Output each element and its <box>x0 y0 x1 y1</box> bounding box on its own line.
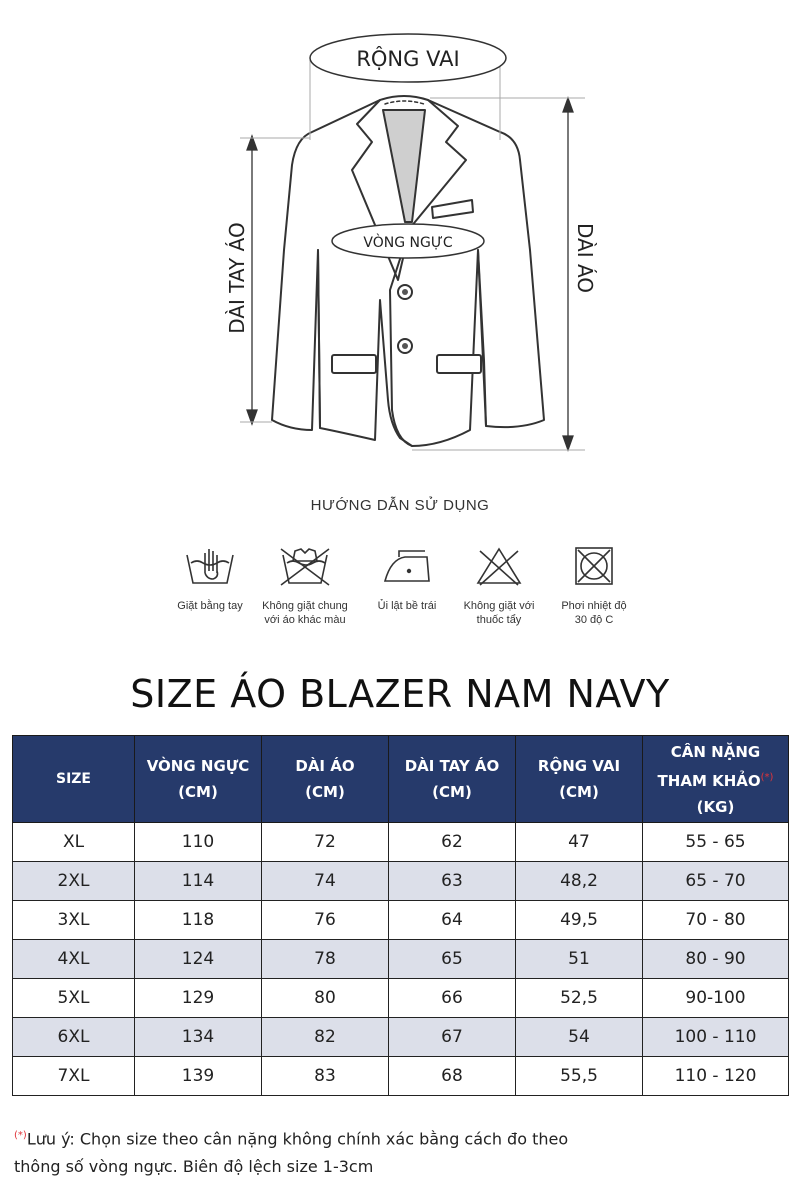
care-item-hand-wash <box>155 545 265 613</box>
no-mixed-wash-icon <box>277 545 333 587</box>
care-label-line1: Ủi lật bề trái <box>377 600 437 612</box>
size-note <box>14 1122 714 1181</box>
cell-weight: 80 - 90 <box>643 940 789 979</box>
cell-weight: 110 - 120 <box>643 1057 789 1096</box>
cell-sleeve: 63 <box>389 862 516 901</box>
table-row <box>13 862 789 901</box>
table-row <box>13 979 789 1018</box>
iron-inside-out-icon <box>381 545 433 587</box>
cell-size: 2XL <box>13 862 135 901</box>
header-sleeve: DÀI TAY ÁO (CM) <box>389 736 516 823</box>
table-row <box>13 940 789 979</box>
cell-shoulder: 48,2 <box>516 862 643 901</box>
cell-shoulder: 51 <box>516 940 643 979</box>
cell-sleeve: 68 <box>389 1057 516 1096</box>
table-row <box>13 901 789 940</box>
cell-size: 6XL <box>13 1018 135 1057</box>
cell-size: 3XL <box>13 901 135 940</box>
cell-shoulder: 52,5 <box>516 979 643 1018</box>
care-item-no-mixed-wash <box>250 545 360 627</box>
header-weight: CÂN NẶNG THAM KHẢO(*) (KG) <box>643 736 789 823</box>
care-label-line2: với áo khác màu <box>264 614 346 626</box>
care-label-line1: Giặt bằng tay <box>177 600 243 612</box>
care-label-line1: Không giặt chung <box>262 600 348 612</box>
cell-sleeve: 64 <box>389 901 516 940</box>
care-label-line2: 30 độ C <box>574 614 614 626</box>
shoulder-label: RỘNG VAI <box>356 47 460 71</box>
cell-sleeve: 66 <box>389 979 516 1018</box>
cell-weight: 100 - 110 <box>643 1018 789 1057</box>
chest-label: VÒNG NGỰC <box>363 235 453 251</box>
cell-sleeve: 67 <box>389 1018 516 1057</box>
note-line2: thông số vòng ngực. Biên độ lệch size 1-3cm <box>14 1157 374 1177</box>
cell-sleeve: 65 <box>389 940 516 979</box>
table-row <box>13 1018 789 1057</box>
cell-shoulder: 54 <box>516 1018 643 1057</box>
care-item-no-bleach <box>444 545 554 627</box>
footnote-mark: (*) <box>760 771 774 783</box>
cell-size: 7XL <box>13 1057 135 1096</box>
cell-shoulder: 47 <box>516 823 643 862</box>
cell-chest: 110 <box>135 823 262 862</box>
cell-length: 83 <box>262 1057 389 1096</box>
note-mark: (*) <box>14 1130 27 1141</box>
cell-chest: 124 <box>135 940 262 979</box>
cell-shoulder: 55,5 <box>516 1057 643 1096</box>
cell-weight: 65 - 70 <box>643 862 789 901</box>
cell-weight: 90-100 <box>643 979 789 1018</box>
cell-length: 78 <box>262 940 389 979</box>
blazer-diagram <box>0 0 800 470</box>
header-chest: VÒNG NGỰC (CM) <box>135 736 262 823</box>
cell-chest: 129 <box>135 979 262 1018</box>
cell-chest: 114 <box>135 862 262 901</box>
note-line1: Lưu ý: Chọn size theo cân nặng không chính xác bằng cách đo theo <box>26 1129 569 1149</box>
care-label-line1: Không giặt với <box>463 600 535 612</box>
care-label-line2: thuốc tẩy <box>476 614 522 626</box>
chest-measure <box>332 224 484 258</box>
size-table-title: SIZE ÁO BLAZER NAM NAVY <box>130 672 670 716</box>
cell-sleeve: 62 <box>389 823 516 862</box>
cell-length: 74 <box>262 862 389 901</box>
cell-size: XL <box>13 823 135 862</box>
hand-wash-icon <box>183 545 237 587</box>
care-label-line1: Phơi nhiệt độ <box>561 600 627 612</box>
cell-chest: 134 <box>135 1018 262 1057</box>
cell-chest: 118 <box>135 901 262 940</box>
size-table <box>12 735 789 1096</box>
cell-length: 80 <box>262 979 389 1018</box>
no-bleach-icon <box>474 545 524 587</box>
header-shoulder: RỘNG VAI (CM) <box>516 736 643 823</box>
length-label: DÀI ÁO <box>573 222 597 294</box>
cell-size: 4XL <box>13 940 135 979</box>
tumble-dry-icon <box>572 545 616 587</box>
cell-chest: 139 <box>135 1057 262 1096</box>
sleeve-label: DÀI TAY ÁO <box>225 222 249 334</box>
table-row <box>13 1057 789 1096</box>
cell-length: 72 <box>262 823 389 862</box>
cell-weight: 70 - 80 <box>643 901 789 940</box>
table-header-row <box>13 736 789 823</box>
cell-length: 82 <box>262 1018 389 1057</box>
care-title: HƯỚNG DẪN SỬ DỤNG <box>310 497 490 514</box>
table-row <box>13 823 789 862</box>
cell-weight: 55 - 65 <box>643 823 789 862</box>
cell-shoulder: 49,5 <box>516 901 643 940</box>
header-length: DÀI ÁO (CM) <box>262 736 389 823</box>
header-size: SIZE <box>13 736 135 823</box>
care-item-dry <box>539 545 649 627</box>
cell-size: 5XL <box>13 979 135 1018</box>
cell-length: 76 <box>262 901 389 940</box>
